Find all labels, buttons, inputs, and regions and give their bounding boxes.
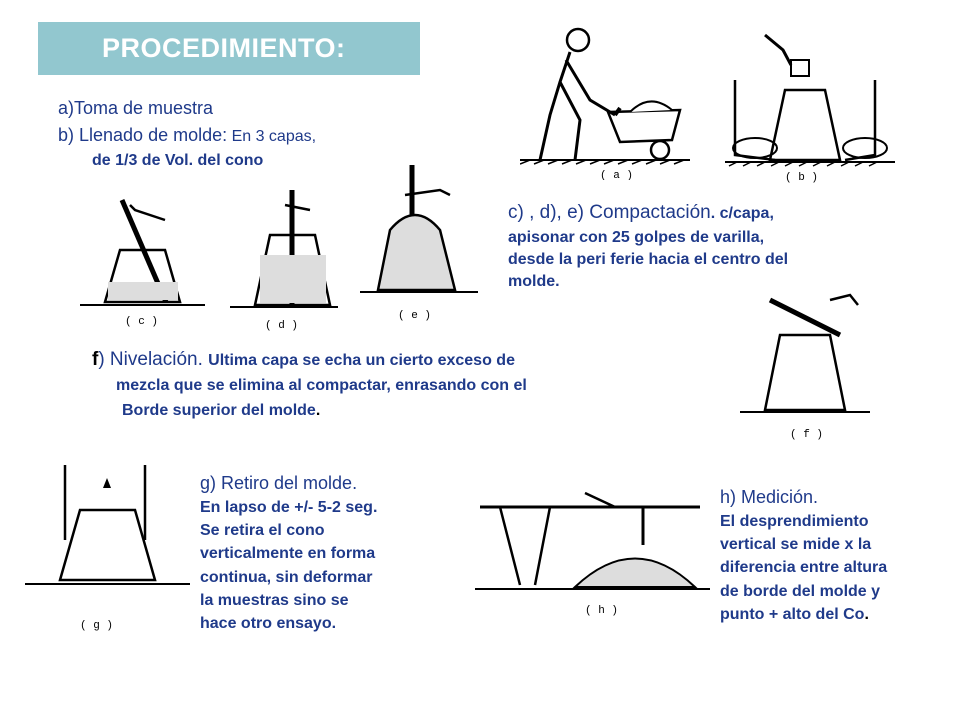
figure-h-label: ( h ) bbox=[585, 605, 619, 617]
figure-c-label: ( c ) bbox=[125, 316, 159, 328]
step-f-text: f) Nivelación. Ultima capa se echa un cierto exceso de mezcla que se elimina al compactar, enrasando con el Borde superior del molde. bbox=[92, 349, 527, 420]
figure-a-sampling bbox=[520, 20, 700, 180]
step-h-text: h) Medición. El desprendimiento vertical se mide x la diferencia entre altura de borde del molde y punto + alto del Co. bbox=[720, 487, 888, 623]
page-title: PROCEDIMIENTO: bbox=[102, 33, 346, 63]
figure-f-label: ( f ) bbox=[790, 429, 824, 441]
figure-g-label: ( g ) bbox=[80, 620, 114, 632]
figure-b-filling bbox=[725, 20, 905, 185]
step-a-text: a)Toma de muestra bbox=[58, 98, 214, 118]
figure-d-compaction bbox=[230, 185, 340, 335]
step-b-text-2: de 1/3 de Vol. del cono bbox=[92, 152, 264, 169]
figure-a-label: ( a ) bbox=[600, 170, 634, 180]
figure-d-label: ( d ) bbox=[265, 320, 299, 332]
step-g-text: g) Retiro del molde. En lapso de +/- 5-2 seg. Se retira el cono verticalmente en forma continua, sin deformar la muestras sino se hace otro ensayo. bbox=[200, 473, 378, 633]
figure-h-measurement bbox=[475, 485, 715, 620]
page-title-banner bbox=[38, 22, 420, 75]
figure-f-leveling bbox=[740, 285, 880, 445]
step-cde-text: c) , d), e) Compactación. c/capa, apisonar con 25 golpes de varilla, desde la peri ferie hacia el centro del molde. bbox=[508, 202, 789, 291]
figure-g-removal bbox=[25, 460, 195, 635]
step-b-text: b) Llenado de molde: En 3 capas, bbox=[58, 125, 317, 145]
figure-c-compaction bbox=[80, 190, 210, 330]
figure-e-label: ( e ) bbox=[398, 310, 432, 322]
figure-e-compaction bbox=[360, 160, 480, 330]
figure-b-label: ( b ) bbox=[785, 172, 819, 184]
